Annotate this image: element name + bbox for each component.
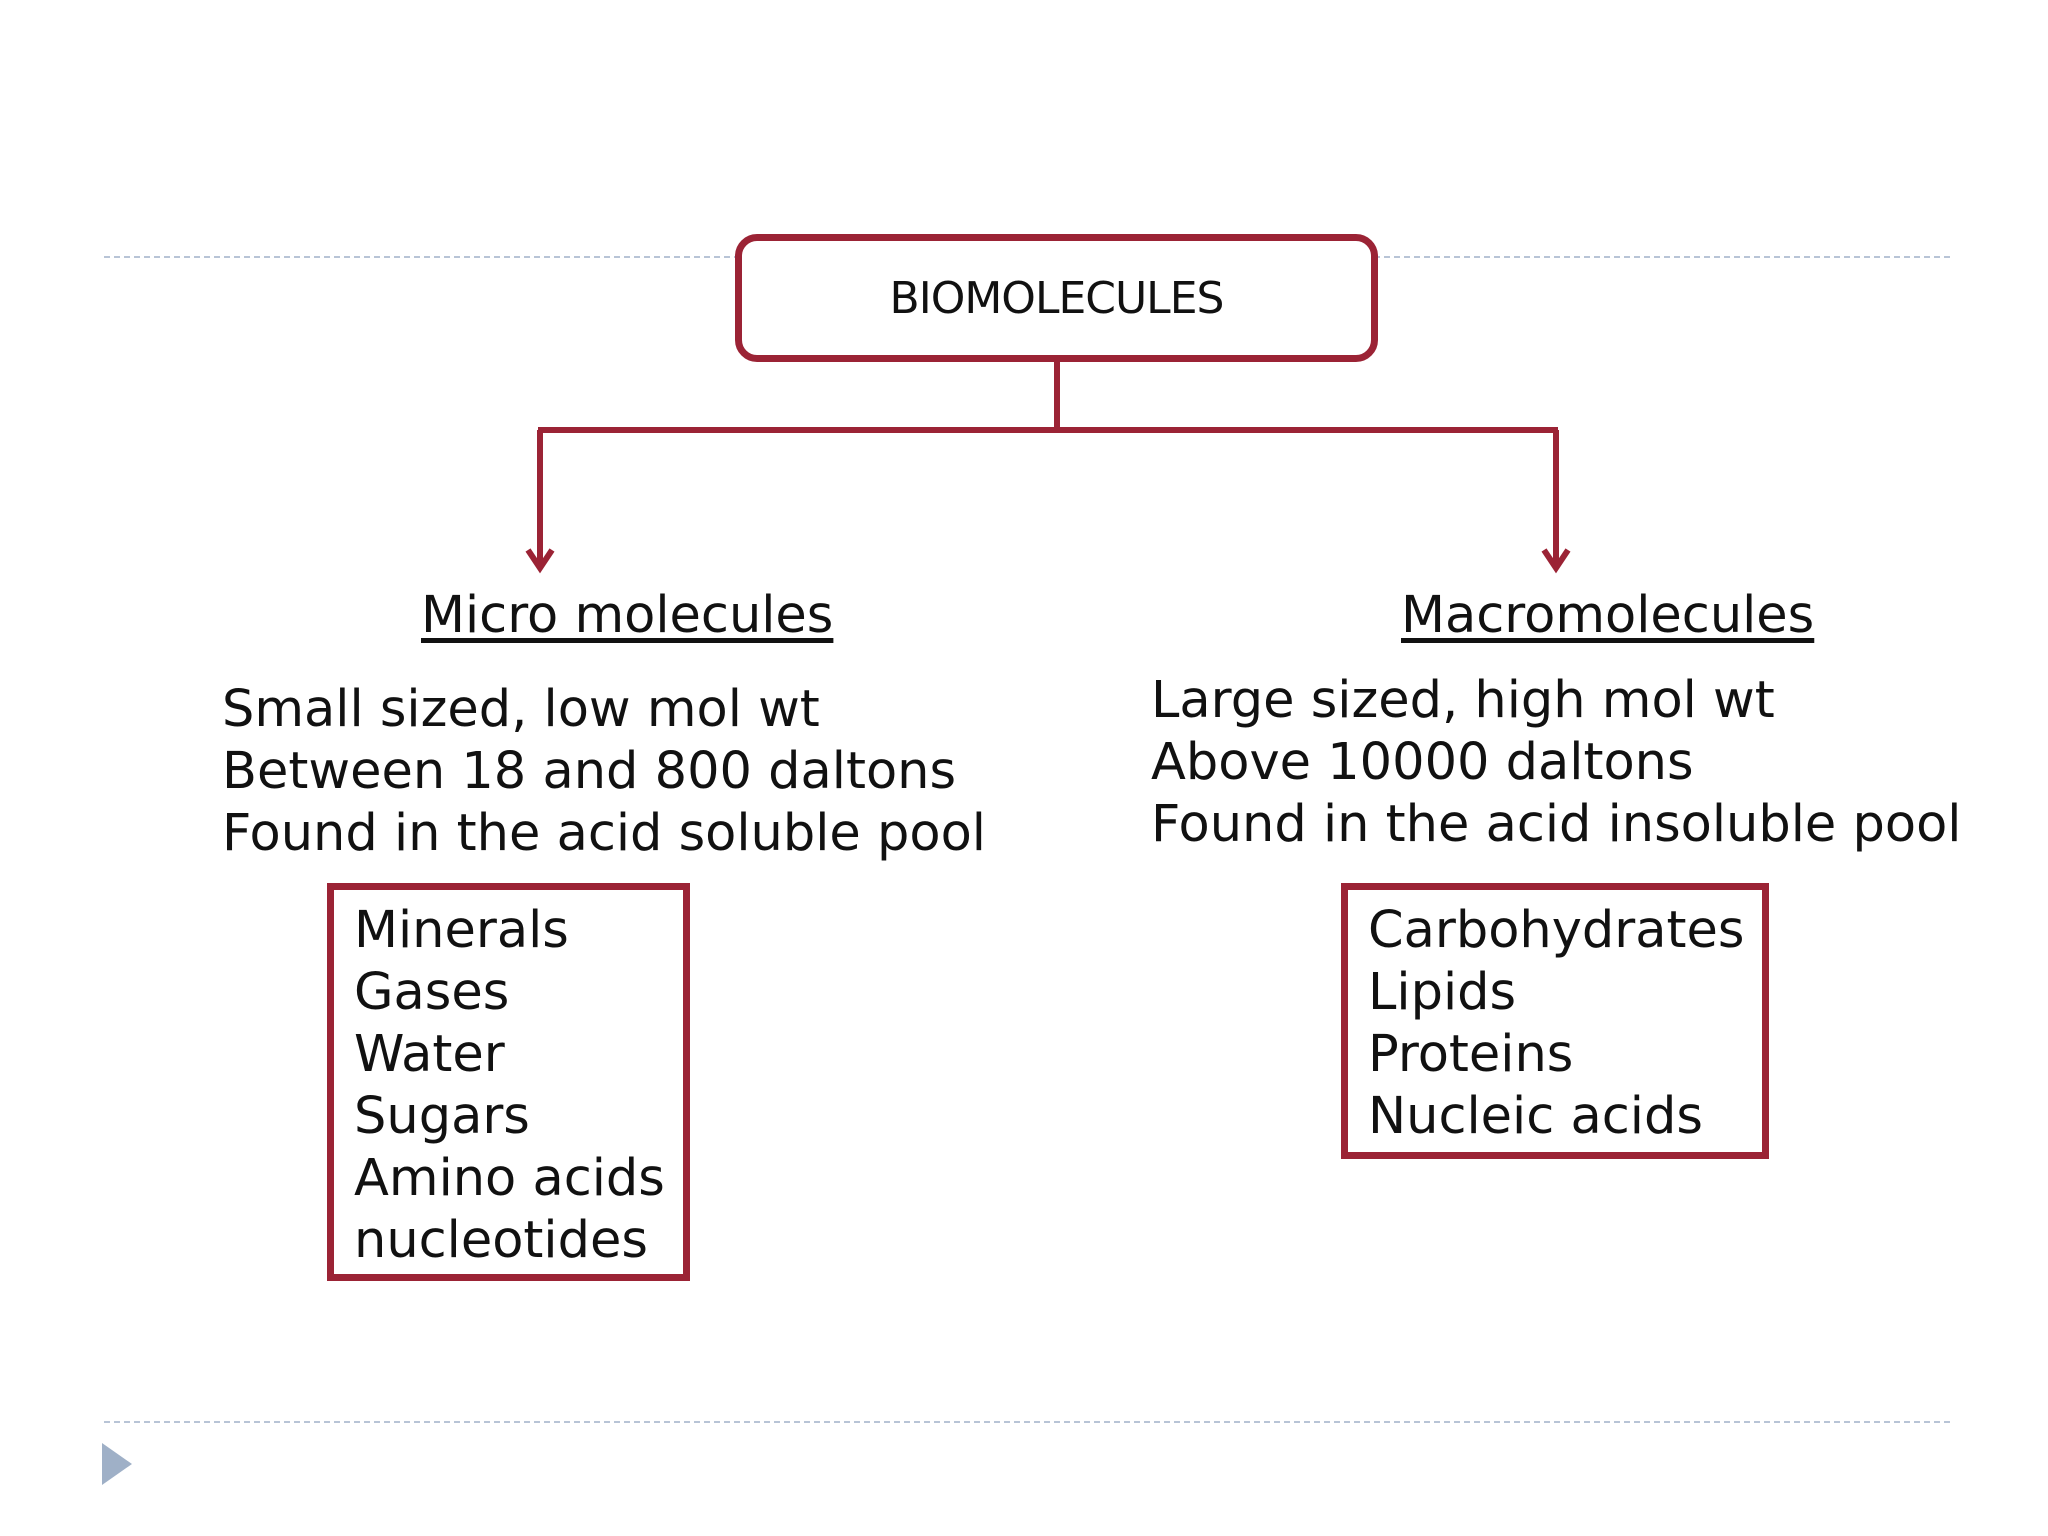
list-item: Carbohydrates (1368, 901, 1745, 960)
list-item: Gases (354, 963, 510, 1022)
root-title: BIOMOLECULES (889, 272, 1224, 324)
micro-molecules-heading: Micro molecules (421, 586, 834, 645)
description-line: Between 18 and 800 daltons (222, 742, 957, 801)
list-item: Lipids (1368, 963, 1517, 1022)
root-box (735, 234, 1378, 362)
description-line: Above 10000 daltons (1151, 733, 1694, 792)
micro-molecules-examples-box (327, 883, 690, 1281)
list-item: Amino acids (354, 1149, 665, 1208)
description-line: Found in the acid insoluble pool (1151, 795, 1962, 854)
list-item: Sugars (354, 1087, 530, 1146)
description-line: Found in the acid soluble pool (222, 804, 986, 863)
list-item: Minerals (354, 901, 569, 960)
micro-molecules-description (222, 679, 986, 865)
description-line: Small sized, low mol wt (222, 680, 820, 739)
list-item: Water (354, 1025, 505, 1084)
next-slide-icon[interactable] (102, 1443, 132, 1485)
macromolecules-examples-box (1341, 883, 1769, 1159)
list-item: nucleotides (354, 1211, 648, 1270)
macromolecules-heading: Macromolecules (1401, 586, 1815, 645)
list-item: Nucleic acids (1368, 1087, 1703, 1146)
description-line: Large sized, high mol wt (1151, 671, 1775, 730)
list-item: Proteins (1368, 1025, 1574, 1084)
macromolecules-description (1151, 670, 1961, 856)
